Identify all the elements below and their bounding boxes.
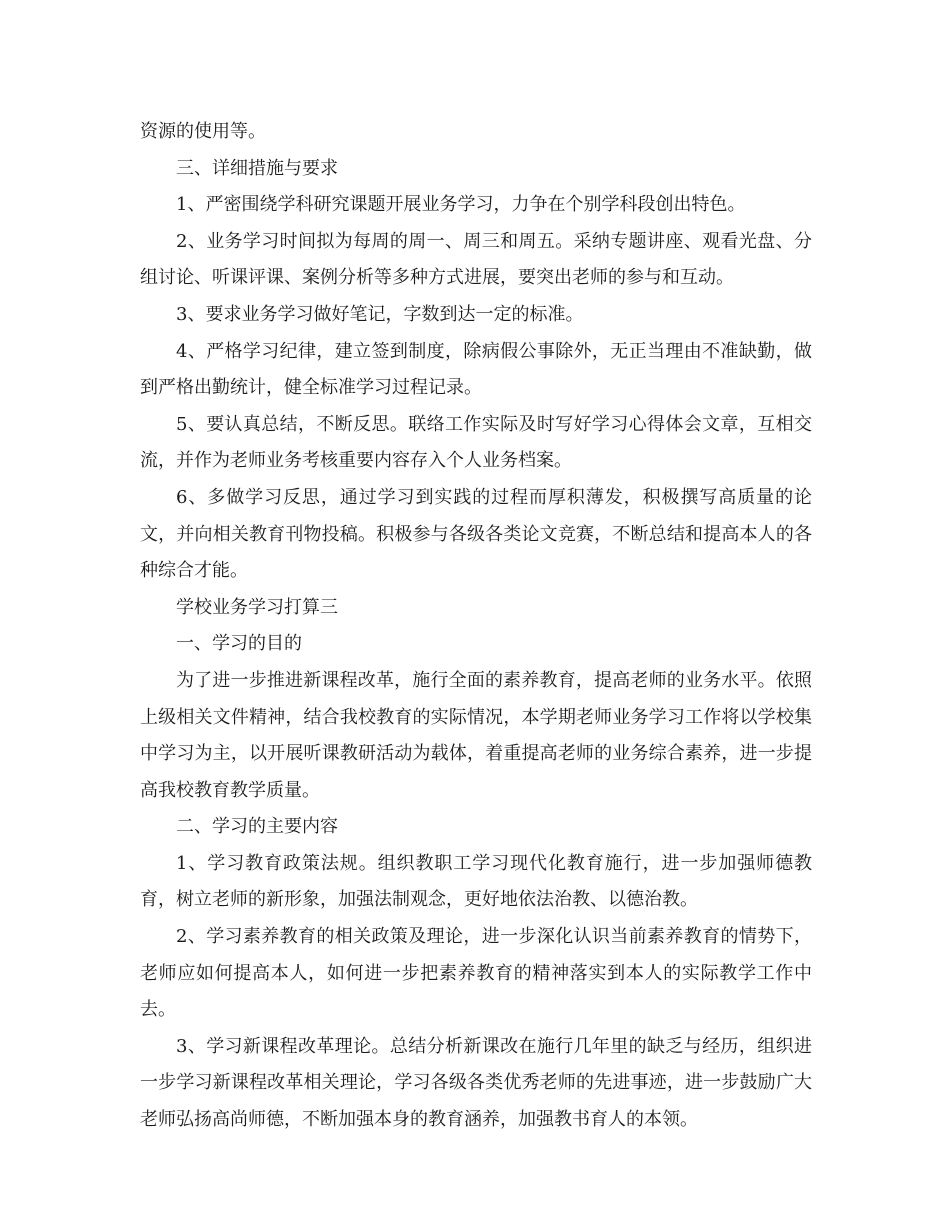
paragraph: 1、学习教育政策法规。组织教职工学习现代化教育施行，进一步加强师德教育，树立老师的新形象，加强法制观念，更好地依法治教、以德治教。: [140, 852, 812, 911]
section-heading: 二、学习的主要内容: [176, 816, 338, 838]
paragraph: 6、多做学习反思，通过学习到实践的过程而厚积薄发，积极撰写高质量的论文，并向相关教育刊物投稿。积极参与各级各类论文竞赛，不断总结和提高本人的各种综合才能。: [140, 486, 812, 582]
paragraph: 5、要认真总结，不断反思。联络工作实际及时写好学习心得体会文章，互相交流，并作为老师业务考核重要内容存入个人业务档案。: [140, 413, 812, 472]
section-heading: 三、详细措施与要求: [176, 157, 338, 179]
section-heading: 一、学习的目的: [176, 633, 302, 655]
paragraph: 2、学习素养教育的相关政策及理论，进一步深化认识当前素养教育的情势下，老师应如何提高本人，如何进一步把素养教育的精神落实到本人的实际教学工作中去。: [140, 926, 812, 1021]
paragraph: 资源的使用等。: [140, 121, 266, 142]
paragraph: 4、严格学习纪律，建立签到制度，除病假公事除外，无正当理由不准缺勤，做到严格出勤统计，健全标准学习过程记录。: [140, 340, 812, 399]
paragraph: 3、学习新课程改革理论。总结分析新课改在施行几年里的缺乏与经历，组织进一步学习新课程改革相关理论，学习各级各类优秀老师的先进事迹，进一步鼓励广大老师弘扬高尚师德，不断加强本身的教育涵养，加强教书育人的本领。: [140, 1035, 812, 1131]
paragraph: 为了进一步推进新课程改革，施行全面的素养教育，提高老师的业务水平。依照上级相关文件精神，结合我校教育的实际情况，本学期老师业务学习工作将以学校集中学习为主，以开展听课教研活动为载体，着重提高老师的业务综合素养，进一步提高我校教育教学质量。: [140, 669, 812, 801]
paragraph: 3、要求业务学习做好笔记，字数到达一定的标准。: [176, 303, 584, 325]
paragraph: 2、业务学习时间拟为每周的周一、周三和周五。采纳专题讲座、观看光盘、分组讨论、听课评课、案例分析等多种方式进展，要突出老师的参与和互动。: [140, 230, 812, 289]
document-title: 学校业务学习打算三: [176, 596, 338, 618]
paragraph: 1、严密围绕学科研究课题开展业务学习，力争在个别学科段创出特色。: [176, 194, 746, 216]
document-body: [140, 114, 812, 1139]
